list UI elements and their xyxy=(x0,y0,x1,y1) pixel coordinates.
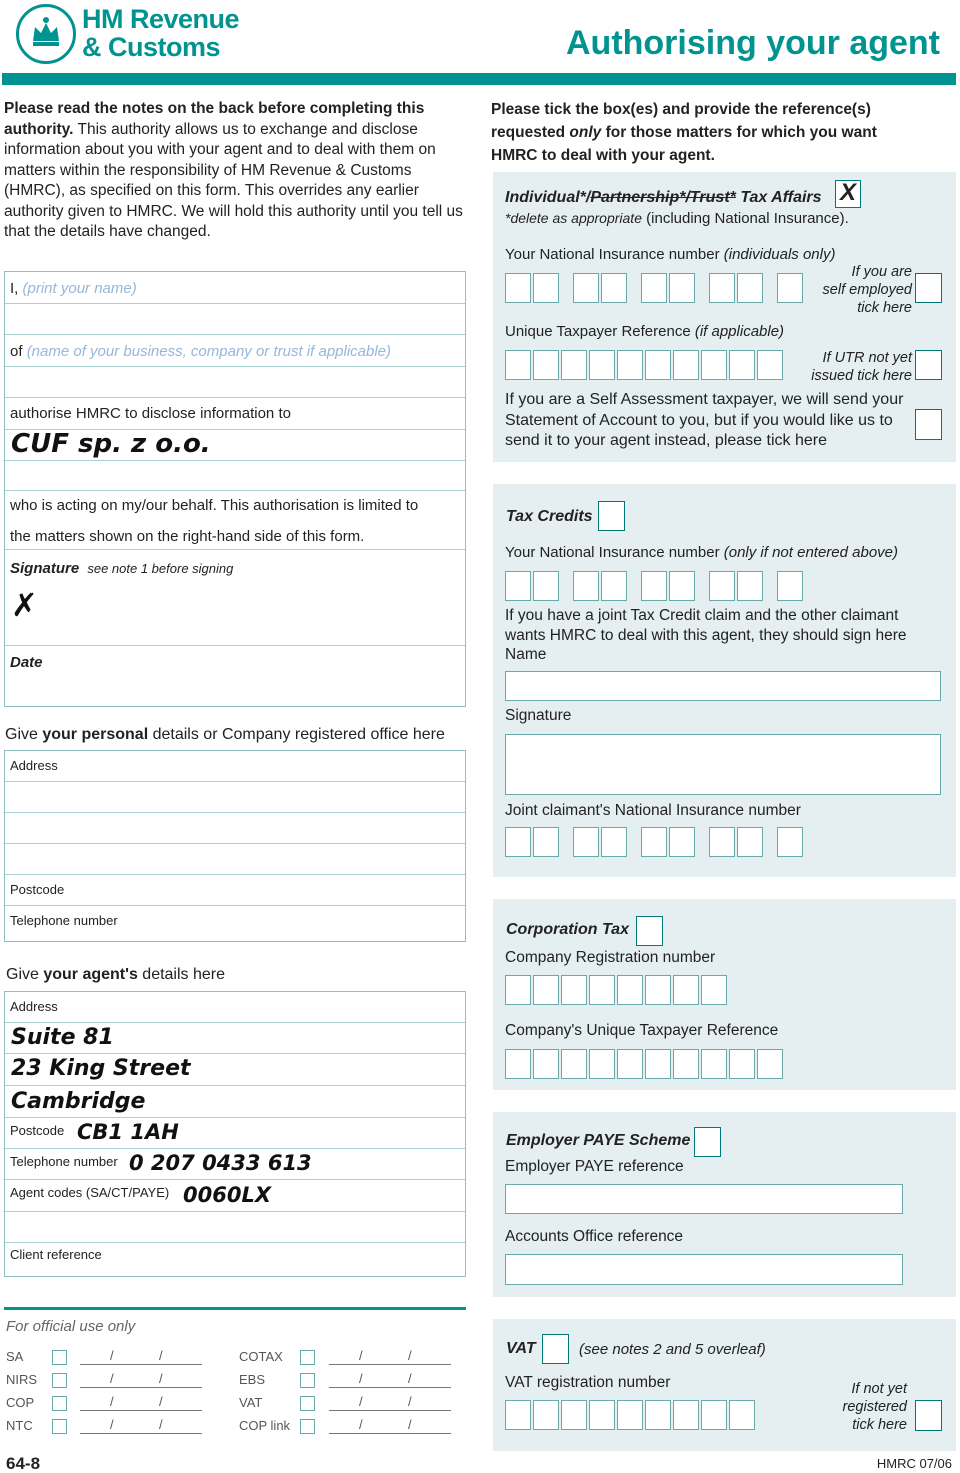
of-hint: (name of your business, company or trust if applicable) xyxy=(26,343,392,360)
vat-notes: (see notes 2 and 5 overleaf) xyxy=(579,1341,766,1358)
individual-panel xyxy=(493,172,956,462)
vat-title: VAT xyxy=(506,1340,536,1357)
right-intro: Please tick the box(es) and provide the reference(s) requested only for those matters for which you want HMRC to deal with your agent. xyxy=(491,101,877,164)
joint-nino-label: Joint claimant's National Insurance number xyxy=(505,802,801,819)
of-label: of xyxy=(10,343,23,360)
joint-claim-text: If you have a joint Tax Credit claim and the other claimant wants HMRC to deal with this agent, they should sign here xyxy=(505,607,907,644)
business-field[interactable] xyxy=(5,367,465,398)
crown-icon xyxy=(16,4,76,64)
vat-not-registered-tick-box[interactable] xyxy=(915,1400,942,1431)
page-title: Authorising your agent xyxy=(566,24,940,62)
agent-postcode-label: Postcode xyxy=(10,1123,65,1138)
corp-tax-panel xyxy=(493,899,956,1090)
utr-boxes[interactable] xyxy=(505,350,785,380)
agent-address-line3: Cambridge xyxy=(11,1089,146,1114)
vat-panel xyxy=(493,1319,956,1451)
logo-line1: HM Revenue xyxy=(82,4,240,34)
delete-note: *delete as appropriate (including National Insurance). xyxy=(505,210,849,227)
self-employed-tick-box[interactable] xyxy=(915,273,942,303)
authorise-label: authorise HMRC to disclose information to xyxy=(10,405,291,422)
agent-name-value: CUF sp. z o.o. xyxy=(11,429,211,459)
intro-body: This authority allows us to exchange and disclose information about you with your agent and to deal with them on matters within the responsibility of HM Revenue & Customs (HMRC), as specified on this form. This overrides any earlier authority given to HMRC. We will hold this authority until you tell us that the details have changed. xyxy=(4,120,463,240)
individual-title: Individual*/Partnership*/Trust* Tax Affairs xyxy=(505,189,822,206)
official-heading: For official use only xyxy=(6,1318,136,1335)
corp-tax-title: Corporation Tax xyxy=(506,921,629,938)
signature-mark: ✗ xyxy=(11,587,38,623)
authority-box xyxy=(4,271,466,707)
corp-utr-label: Company's Unique Taxpayer Reference xyxy=(505,1022,779,1039)
official-rule xyxy=(4,1307,466,1310)
tax-credits-tick-box[interactable] xyxy=(598,501,625,531)
i-hint: (print your name) xyxy=(22,280,137,297)
individual-tick-box[interactable]: X xyxy=(835,180,861,208)
intro-text xyxy=(4,99,466,243)
crn-label: Company Registration number xyxy=(505,949,716,966)
personal-postcode-label: Postcode xyxy=(10,882,65,897)
agent-extra-field[interactable] xyxy=(5,1212,465,1243)
paye-ref-label: Employer PAYE reference xyxy=(505,1158,684,1175)
acting-line1: who is acting on my/our behalf. This authorisation is limited to xyxy=(10,497,419,514)
sa-text: If you are a Self Assessment taxpayer, we will send your Statement of Account to you, but if you would like us to send it to your agent instead, please tick here xyxy=(505,391,904,449)
signature-note: see note 1 before signing xyxy=(87,561,234,576)
joint-signature-label: Signature xyxy=(505,707,572,724)
paye-tick-box[interactable] xyxy=(694,1127,721,1157)
form-code: 64-8 xyxy=(6,1454,41,1473)
crn-boxes[interactable] xyxy=(505,975,729,1005)
individual-nino-boxes[interactable] xyxy=(505,273,805,303)
agent-codes: 0060LX xyxy=(183,1183,272,1207)
joint-name-label: Name xyxy=(505,646,547,663)
i-label: I, xyxy=(10,280,19,297)
agent-address-line2: 23 King Street xyxy=(11,1056,191,1081)
personal-address-label: Address xyxy=(10,758,58,773)
paye-ref-input[interactable] xyxy=(505,1184,903,1214)
tax-credits-nino-boxes[interactable] xyxy=(505,571,805,601)
agent-telephone-label: Telephone number xyxy=(10,1154,118,1169)
sa-tick-box[interactable] xyxy=(915,409,942,440)
form-version: HMRC 07/06 xyxy=(876,1456,952,1471)
official-nirs-box[interactable] xyxy=(52,1373,67,1388)
agent-box xyxy=(4,991,466,1277)
official-ntc-box[interactable] xyxy=(52,1419,67,1434)
official-left: SA / / NIRS / / COP / / NTC / / xyxy=(6,1348,226,1440)
utr-not-issued-tick-box[interactable] xyxy=(915,350,942,380)
self-employed-note: If you are self employed tick here xyxy=(822,264,912,316)
date-label: Date xyxy=(10,654,43,671)
personal-postcode-field[interactable] xyxy=(5,875,465,906)
tax-credits-title: Tax Credits xyxy=(506,508,593,525)
paye-panel xyxy=(493,1112,956,1297)
agent-postcode-field[interactable] xyxy=(5,1118,465,1149)
individual-nino-label: Your National Insurance number (individuals only) xyxy=(505,246,836,263)
agent-heading: Give your agent's details here xyxy=(6,966,226,983)
personal-heading: Give your personal details or Company registered office here xyxy=(5,726,445,743)
official-right: COTAX / / EBS / / VAT / / COP link / / xyxy=(239,1348,464,1440)
agent-postcode: CB1 1AH xyxy=(77,1120,179,1144)
vat-tick-box[interactable] xyxy=(542,1334,569,1364)
agent-codes-label: Agent codes (SA/CT/PAYE) xyxy=(10,1185,170,1200)
personal-box xyxy=(4,750,466,942)
signature-label: Signature xyxy=(10,560,80,577)
joint-name-input[interactable] xyxy=(505,671,941,701)
official-vat-box[interactable] xyxy=(300,1396,315,1411)
intro-bold: Please read the notes on the back before completing this authority. xyxy=(4,100,425,138)
client-reference-label: Client reference xyxy=(10,1247,102,1262)
name-field[interactable] xyxy=(5,304,465,335)
corp-utr-boxes[interactable] xyxy=(505,1049,785,1079)
accounts-office-label: Accounts Office reference xyxy=(505,1228,684,1245)
agent-address-label: Address xyxy=(10,999,58,1014)
joint-signature-input[interactable] xyxy=(505,734,941,795)
paye-title: Employer PAYE Scheme xyxy=(506,1132,691,1149)
vat-reg-boxes[interactable] xyxy=(505,1400,757,1430)
corp-tax-tick-box[interactable] xyxy=(636,916,663,946)
date-field[interactable] xyxy=(5,646,465,708)
tax-credits-nino-label: Your National Insurance number (only if not entered above) xyxy=(505,544,899,561)
utr-not-issued-note: If UTR not yet issued tick here xyxy=(811,350,912,384)
vat-not-registered-note: If not yet registered tick here xyxy=(842,1381,907,1433)
utr-label: Unique Taxpayer Reference (if applicable) xyxy=(505,323,785,340)
official-sa-box[interactable] xyxy=(52,1350,67,1365)
official-grid xyxy=(6,1348,466,1440)
acting-line2: the matters shown on the right-hand side of this form. xyxy=(10,528,365,545)
tax-credits-panel xyxy=(493,484,956,877)
joint-nino-boxes[interactable] xyxy=(505,827,805,857)
vat-reg-label: VAT registration number xyxy=(505,1374,671,1391)
agent-telephone: 0 207 0433 613 xyxy=(129,1151,312,1175)
personal-telephone-label: Telephone number xyxy=(10,913,118,928)
official-cotax-box[interactable] xyxy=(300,1350,315,1365)
personal-address-line4[interactable] xyxy=(5,844,465,875)
personal-address-line3[interactable] xyxy=(5,813,465,844)
official-cop-box[interactable] xyxy=(52,1396,67,1411)
official-coplink-box[interactable] xyxy=(300,1419,315,1434)
agent-address-line1: Suite 81 xyxy=(11,1025,114,1050)
hmrc-logo xyxy=(16,4,256,66)
header-rule xyxy=(2,73,956,85)
personal-address-field[interactable] xyxy=(5,751,465,782)
personal-address-line2[interactable] xyxy=(5,782,465,813)
logo-line2: & Customs xyxy=(82,32,221,62)
accounts-office-input[interactable] xyxy=(505,1254,903,1285)
official-ebs-box[interactable] xyxy=(300,1373,315,1388)
